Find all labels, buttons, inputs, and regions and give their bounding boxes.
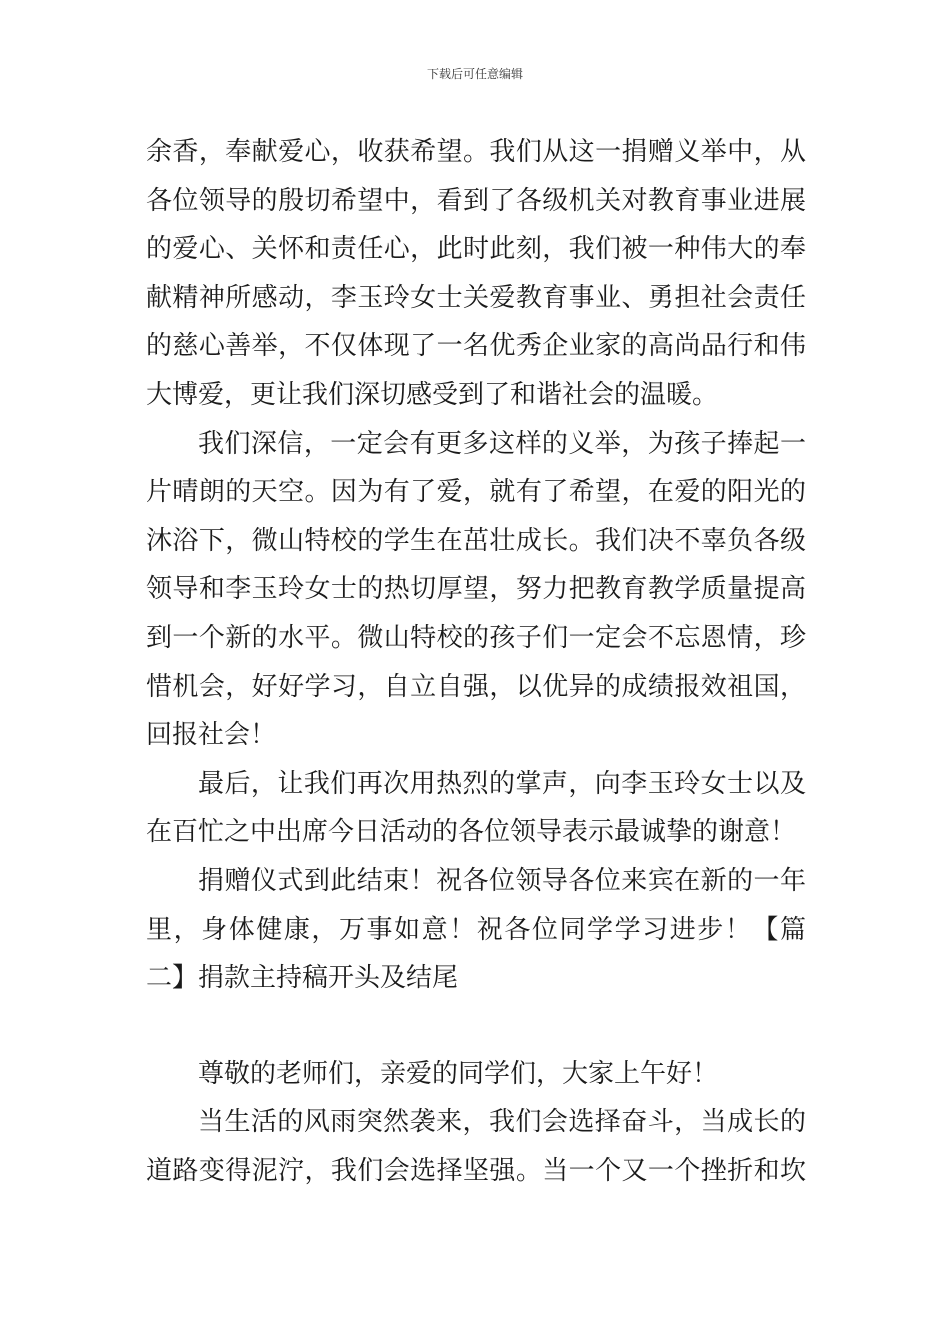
section-heading-line: 二】捐款主持稿开头及结尾: [146, 963, 459, 994]
text-line: 各位领导的殷切希望中，看到了各级机关对教育事业进展: [146, 185, 806, 216]
text-line: 领导和李玉玲女士的热切厚望，努力把教育教学质量提高: [146, 574, 806, 605]
text-line: 片晴朗的天空。因为有了爱，就有了希望，在爱的阳光的: [146, 477, 806, 508]
text-line: 大博爱，更让我们深切感受到了和谐社会的温暖。: [146, 379, 719, 410]
text-line: 到一个新的水平。微山特校的孩子们一定会不忘恩情，珍: [146, 622, 806, 653]
page-header: 下载后可任意编辑: [426, 67, 523, 81]
text-line: 沐浴下，微山特校的学生在茁壮成长。我们决不辜负各级: [146, 525, 806, 556]
text-line: 余香，奉献爱心，收获希望。我们从这一捐赠义举中，从: [146, 137, 806, 167]
paragraph-first-line: 当生活的风雨突然袭来，我们会选择奋斗，当成长的: [198, 1107, 806, 1138]
text-line: 的爱心、关怀和责任心，此时此刻，我们被一种伟大的奉: [146, 234, 806, 265]
paragraph-first-line: 我们深信，一定会有更多这样的义举，为孩子捧起一: [198, 428, 806, 459]
text-line: 惜机会，好好学习，自立自强，以优异的成绩报效祖国，: [146, 671, 806, 702]
text-line: 的慈心善举，不仅体现了一名优秀企业家的高尚品行和伟: [146, 331, 806, 362]
blank-line: [146, 1003, 806, 1050]
paragraph-first-line: 捐赠仪式到此结束！祝各位领导各位来宾在新的一年: [198, 865, 806, 896]
text-line: 回报社会！: [146, 720, 277, 751]
document-body: [146, 128, 806, 1195]
greeting-line: 尊敬的老师们，亲爱的同学们，大家上午好！: [198, 1058, 719, 1089]
text-line: 道路变得泥泞，我们会选择坚强。当一个又一个挫折和坎: [146, 1155, 806, 1186]
paragraph-first-line: 最后，让我们再次用热烈的掌声，向李玉玲女士以及: [198, 768, 806, 799]
text-line: 里，身体健康，万事如意！祝各位同学学习进步！【篇: [146, 914, 806, 945]
text-line: 在百忙之中出席今日活动的各位领导表示最诚挚的谢意！: [146, 817, 797, 848]
text-line: 献精神所感动，李玉玲女士关爱教育事业、勇担社会责任: [146, 282, 806, 313]
